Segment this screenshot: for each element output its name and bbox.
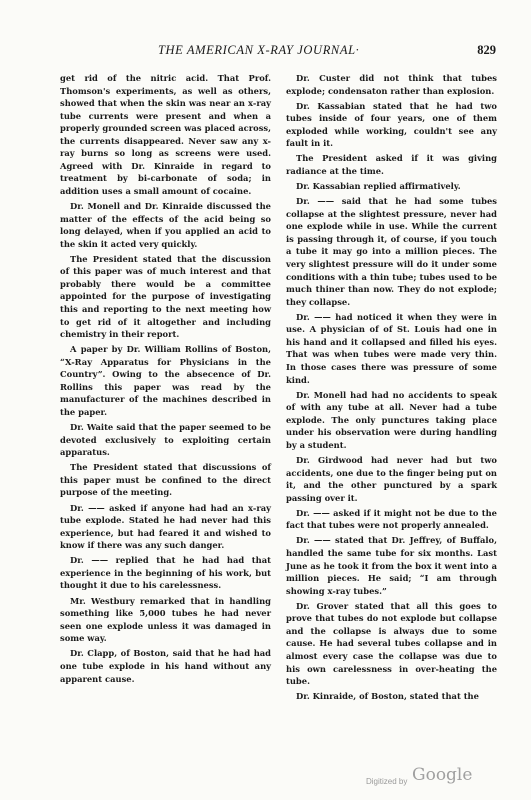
paragraph: Dr. —— asked if anyone had had an x-ray tube explode. Stated he had never had this experience, but had feared it and wished to know if there was any such danger. bbox=[60, 502, 271, 551]
right-column bbox=[286, 72, 497, 705]
paragraph: Dr. —— had noticed it when they were in use. A physician of of St. Louis had one in his hand and it collapsed and filled his eyes. That was when tubes were made very thin. In those cases there was pressure of some kind. bbox=[286, 311, 497, 385]
digitized-watermark bbox=[366, 765, 506, 792]
paragraph: Dr. —— said that he had some tubes collapse at the slightest pressure, never had one explode while in use. While the current is passing through it, of course, if you touch a tube it may go into a million pieces. The very slightest pressure will do it under some conditions with a thin tube; tubes used to be much thiner than now. They do not explode; they collapse. bbox=[286, 196, 497, 307]
paragraph: The President stated that the discussion of this paper was of much interest and that probably there would be a committee appointed for the purpose of investigating this and reporting to the next meeting how to get rid of it altogether and including chemistry in their report. bbox=[60, 253, 271, 340]
paragraph: Dr. Waite said that the paper seemed to be devoted exclusively to exploiting certain apparatus. bbox=[60, 422, 271, 458]
paragraph: Dr. —— asked if it might not be due to the fact that tubes were not properly annealed. bbox=[286, 507, 497, 531]
paragraph: Dr. Kassabian stated that he had two tubes inside of four years, one of them exploded while working, couldn't see any fault in it. bbox=[286, 100, 497, 149]
paragraph: Dr. Monell had had no accidents to speak of with any tube at all. Never had a tube explode. The only punctures taking place under his observation were during handling by a student. bbox=[286, 389, 497, 450]
paragraph: Dr. Clapp, of Boston, said that he had had one tube explode in his hand without any apparent cause. bbox=[60, 648, 271, 684]
running-header bbox=[58, 43, 496, 63]
paragraph: The President asked if it was giving radiance at the time. bbox=[286, 153, 497, 177]
left-column bbox=[60, 72, 271, 688]
paragraph: The President stated that discussions of this paper must be confined to the direct purpose of the meeting. bbox=[60, 462, 271, 498]
paragraph: Dr. Monell and Dr. Kinraide discussed the matter of the effects of the acid being so long delayed, when if you applied an acid to the skin it acted very quickly. bbox=[60, 201, 271, 249]
paragraph: Dr. —— stated that Dr. Jeffrey, of Buffalo, handled the same tube for six months. Last June as he took it from the box it went into a million pieces. He said; “I am through showing x-ray tubes.” bbox=[286, 535, 497, 596]
paragraph: Mr. Westbury remarked that in handling something like 5,000 tubes he had never seen one explode unless it was damaged in some way. bbox=[60, 595, 271, 644]
paragraph: Dr. Kassabian replied affirmatively. bbox=[296, 181, 461, 192]
paragraph: Dr. Girdwood had never had but two accidents, one due to the finger being put on it, and the other punctured by a spark passing over it. bbox=[286, 455, 497, 503]
paragraph: Dr. Kinraide, of Boston, stated that the bbox=[296, 691, 479, 702]
paragraph: Dr. —— replied that he had had that experience in the beginning of his work, but thought it due to his carelessness. bbox=[60, 555, 271, 591]
google-logo: Google bbox=[412, 765, 473, 785]
journal-title: THE AMERICAN X-RAY JOURNAL· bbox=[158, 43, 360, 57]
digitized-by-label: Digitized by bbox=[366, 777, 408, 786]
page-number: 829 bbox=[477, 43, 496, 57]
paragraph: Dr. Grover stated that all this goes to prove that tubes do not explode but collapse and the collapse is always due to some cause. He had several tubes collapse and in almost every case the collapse was due to his own carelessness in over-heating the tube. bbox=[286, 600, 497, 687]
paragraph: A paper by Dr. William Rollins of Boston, “X-Ray Apparatus for Physicians in the Country”. Owing to the absecence of Dr. Rollins this paper was read by the manufacturer of the machines described in the paper. bbox=[60, 344, 271, 417]
paragraph: get rid of the nitric acid. That Prof. Thomson's experiments, as well as others, showed that when the skin was near an x-ray tube currents were present and when a properly grounded screen was placed across, the currents disappeared. Never saw any x-ray burns so long as screens were used. Agreed with Dr. Kinraide in regard to treatment by bi-carbonate of soda; in addition uses a small amount of cocaine. bbox=[60, 73, 271, 196]
paragraph: Dr. Custer did not think that tubes explode; condensaton rather than explosion. bbox=[286, 73, 497, 96]
